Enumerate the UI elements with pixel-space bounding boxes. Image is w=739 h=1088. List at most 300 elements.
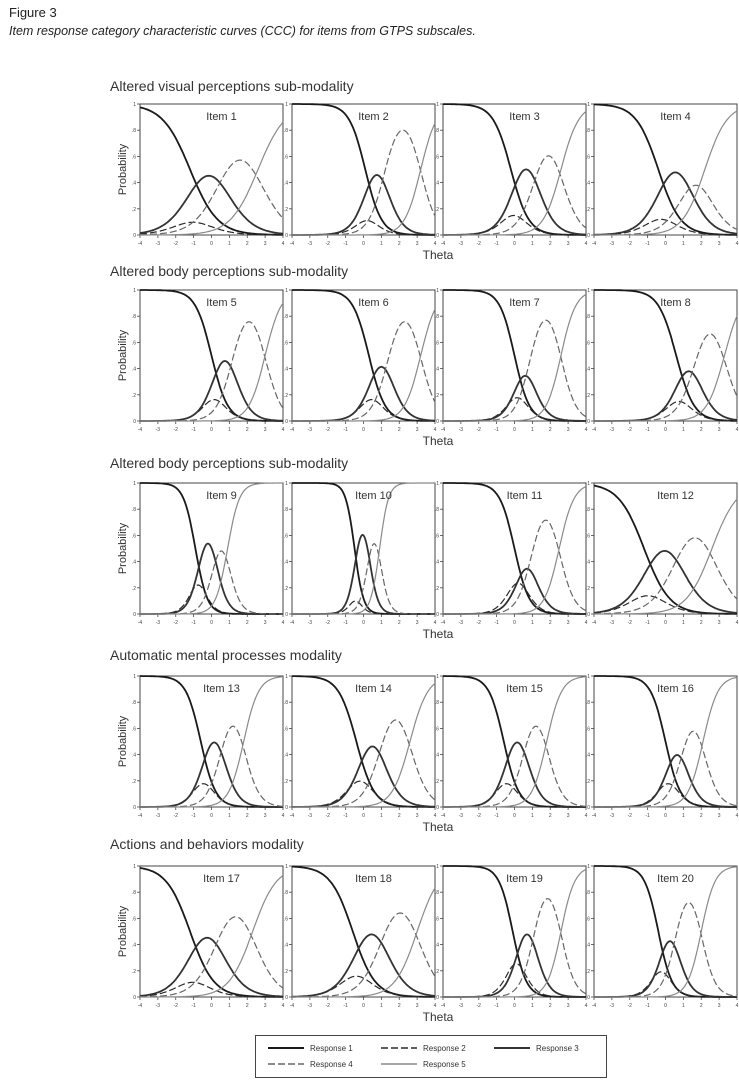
curve-response-2 — [292, 601, 435, 614]
y-tick-label: 0 — [285, 805, 288, 811]
x-tick-label: 0 — [362, 1003, 365, 1009]
x-tick-label: -4 — [137, 241, 143, 247]
y-tick-label: .8 — [131, 700, 136, 707]
x-tick-label: 2 — [548, 813, 552, 819]
y-tick-label: .4 — [131, 942, 136, 949]
x-tick-label: 3 — [717, 241, 721, 247]
curve-response-3 — [594, 755, 737, 807]
x-tick-label: -3 — [155, 427, 161, 433]
y-tick-label: .2 — [283, 585, 288, 592]
curve-response-5 — [292, 684, 435, 808]
x-tick-label: -3 — [307, 813, 313, 819]
x-tick-label: -1 — [494, 1003, 499, 1009]
x-tick-label: 3 — [566, 427, 570, 433]
x-tick-label: 0 — [362, 241, 365, 247]
y-tick-label: .4 — [434, 752, 439, 759]
y-tick-label: 1 — [436, 674, 439, 680]
y-axis-label: Probability — [117, 522, 129, 575]
curve-response-1 — [140, 107, 283, 234]
x-tick-label: 2 — [699, 241, 703, 247]
curve-response-4 — [443, 520, 586, 614]
x-tick-label: -2 — [627, 427, 632, 433]
x-tick-label: 1 — [530, 241, 534, 247]
y-tick-label: .6 — [131, 154, 136, 161]
y-tick-label: .8 — [131, 507, 136, 514]
x-tick-label: 1 — [681, 427, 685, 433]
x-tick-label: 1 — [681, 1003, 685, 1009]
x-tick-label: 1 — [379, 813, 383, 819]
x-tick-label: 1 — [681, 620, 685, 626]
curve-response-4 — [140, 917, 283, 997]
y-tick-label: 1 — [285, 288, 288, 294]
x-tick-label: -1 — [343, 813, 348, 819]
x-tick-label: -2 — [476, 241, 481, 247]
x-tick-label: 0 — [513, 1003, 516, 1009]
panel-item-16 — [586, 674, 739, 819]
x-tick-label: -3 — [307, 620, 313, 626]
curve-response-2 — [443, 398, 586, 421]
y-tick-label: .6 — [283, 340, 288, 347]
y-tick-label: 0 — [587, 419, 590, 425]
y-axis-label: Probability — [117, 329, 129, 382]
x-tick-label: 1 — [227, 1003, 231, 1009]
x-tick-label: 2 — [699, 427, 703, 433]
y-tick-label: 0 — [436, 612, 439, 618]
x-tick-label: 4 — [281, 813, 285, 819]
x-tick-label: -1 — [191, 813, 196, 819]
x-tick-label: 1 — [227, 241, 231, 247]
legend-label-response-2: Response 2 — [423, 1044, 466, 1053]
x-tick-label: 3 — [263, 1003, 267, 1009]
legend-label-response-4: Response 4 — [310, 1060, 353, 1069]
x-tick-label: -4 — [289, 241, 295, 247]
panel-item-20 — [586, 864, 739, 1009]
x-tick-label: -4 — [137, 620, 143, 626]
y-tick-label: .8 — [585, 890, 590, 897]
x-tick-label: 2 — [245, 1003, 249, 1009]
curve-response-4 — [443, 156, 586, 235]
x-tick-label: 2 — [699, 1003, 703, 1009]
panel-item-18 — [281, 864, 437, 1009]
curve-response-4 — [594, 903, 737, 997]
curve-response-5 — [140, 303, 283, 421]
x-tick-label: 4 — [433, 620, 437, 626]
y-tick-label: .4 — [434, 180, 439, 187]
y-axis-label: Probability — [117, 905, 129, 958]
y-tick-label: .4 — [283, 559, 288, 566]
y-tick-label: 0 — [285, 233, 288, 239]
curve-response-3 — [594, 172, 737, 234]
panel-item-8 — [586, 288, 739, 433]
x-tick-label: -3 — [307, 241, 313, 247]
x-tick-label: -2 — [476, 1003, 481, 1009]
panel-item-14 — [281, 674, 437, 819]
x-tick-label: 4 — [735, 1003, 739, 1009]
curve-response-5 — [443, 112, 586, 236]
panel-title: Item 2 — [358, 111, 389, 123]
curve-response-2 — [140, 585, 283, 614]
curve-response-5 — [140, 677, 283, 807]
x-tick-label: 3 — [717, 427, 721, 433]
y-tick-label: .2 — [283, 206, 288, 213]
curve-response-3 — [594, 371, 737, 421]
section-title-5: Actions and behaviors modality — [110, 836, 304, 852]
panel-item-12 — [586, 481, 739, 626]
y-tick-label: 0 — [436, 233, 439, 239]
curve-response-2 — [443, 964, 586, 997]
x-axis-label: Theta — [422, 1010, 454, 1024]
x-tick-label: 4 — [584, 241, 588, 247]
y-tick-label: .8 — [434, 128, 439, 135]
y-tick-label: .6 — [434, 726, 439, 733]
x-tick-label: 1 — [379, 427, 383, 433]
x-tick-label: -3 — [307, 427, 313, 433]
curve-response-3 — [292, 367, 435, 421]
x-tick-label: 0 — [362, 813, 365, 819]
y-axis-label: Probability — [117, 143, 129, 196]
x-tick-label: 1 — [681, 813, 685, 819]
section-title-3: Altered body perceptions sub-modality — [110, 455, 349, 471]
x-tick-label: 1 — [379, 241, 383, 247]
y-tick-label: .8 — [283, 890, 288, 897]
y-tick-label: .2 — [585, 392, 590, 399]
x-tick-label: 0 — [362, 427, 365, 433]
x-tick-label: -4 — [137, 427, 143, 433]
y-tick-label: .6 — [131, 916, 136, 923]
panel-item-3 — [435, 102, 588, 247]
curve-response-1 — [292, 867, 435, 997]
x-tick-label: 1 — [530, 620, 534, 626]
y-tick-label: .6 — [283, 726, 288, 733]
panel-title: Item 14 — [355, 683, 392, 695]
curve-response-5 — [292, 888, 435, 997]
x-tick-label: -1 — [494, 620, 499, 626]
x-tick-label: 4 — [433, 427, 437, 433]
x-tick-label: -2 — [173, 620, 178, 626]
x-tick-label: -2 — [173, 241, 178, 247]
y-tick-label: .8 — [434, 314, 439, 321]
y-tick-label: 0 — [285, 419, 288, 425]
curve-response-1 — [140, 290, 283, 421]
x-tick-label: -1 — [343, 427, 348, 433]
y-tick-label: .8 — [434, 890, 439, 897]
x-tick-label: 0 — [664, 427, 667, 433]
section-title-2: Altered body perceptions sub-modality — [110, 263, 349, 279]
y-tick-label: 1 — [285, 864, 288, 870]
y-tick-label: .8 — [585, 128, 590, 135]
x-axis-label: Theta — [422, 434, 454, 448]
curve-response-3 — [292, 535, 435, 614]
panel-item-11 — [435, 481, 588, 626]
panel-frame — [140, 104, 283, 235]
y-tick-label: .2 — [434, 778, 439, 785]
y-tick-label: .4 — [434, 942, 439, 949]
panel-item-6 — [281, 288, 437, 433]
curve-response-1 — [140, 676, 283, 807]
y-tick-label: 0 — [133, 805, 136, 811]
x-tick-label: 0 — [513, 620, 516, 626]
curve-response-4 — [140, 726, 283, 807]
section-title-4: Automatic mental processes modality — [110, 647, 342, 663]
y-tick-label: 0 — [587, 805, 590, 811]
panel-item-4 — [586, 102, 739, 247]
x-tick-label: 1 — [379, 620, 383, 626]
x-tick-label: 0 — [664, 1003, 667, 1009]
x-tick-label: 0 — [362, 620, 365, 626]
x-tick-label: -4 — [591, 813, 597, 819]
x-tick-label: 2 — [245, 427, 249, 433]
y-tick-label: 1 — [285, 102, 288, 108]
x-tick-label: 4 — [584, 427, 588, 433]
y-tick-label: .6 — [131, 340, 136, 347]
x-tick-label: 4 — [735, 241, 739, 247]
x-tick-label: 3 — [566, 620, 570, 626]
y-tick-label: 1 — [587, 102, 590, 108]
x-tick-label: 0 — [513, 813, 516, 819]
y-tick-label: .2 — [434, 206, 439, 213]
panel-frame — [292, 676, 435, 807]
x-tick-label: -2 — [173, 427, 178, 433]
x-tick-label: -1 — [645, 813, 650, 819]
panel-title: Item 10 — [355, 490, 392, 502]
x-tick-label: -2 — [627, 1003, 632, 1009]
y-tick-label: .2 — [131, 392, 136, 399]
y-tick-label: .6 — [585, 533, 590, 540]
y-tick-label: .2 — [585, 206, 590, 213]
x-tick-label: 4 — [735, 620, 739, 626]
y-tick-label: 1 — [133, 674, 136, 680]
x-tick-label: 4 — [281, 1003, 285, 1009]
legend-label-response-3: Response 3 — [536, 1044, 579, 1053]
x-tick-label: 1 — [530, 427, 534, 433]
y-tick-label: 0 — [133, 612, 136, 618]
x-tick-label: -4 — [440, 1003, 446, 1009]
x-tick-label: 0 — [513, 241, 516, 247]
y-tick-label: .8 — [585, 314, 590, 321]
x-tick-label: -1 — [343, 241, 348, 247]
x-tick-label: 4 — [584, 620, 588, 626]
y-tick-label: .6 — [434, 916, 439, 923]
x-tick-label: 2 — [397, 813, 401, 819]
y-tick-label: 0 — [285, 995, 288, 1001]
x-tick-label: 2 — [699, 813, 703, 819]
x-tick-label: 3 — [566, 1003, 570, 1009]
curve-response-3 — [443, 376, 586, 421]
x-tick-label: 1 — [681, 241, 685, 247]
x-tick-label: -3 — [458, 1003, 464, 1009]
y-tick-label: .6 — [283, 533, 288, 540]
curve-response-1 — [594, 866, 737, 997]
panel-frame — [594, 290, 737, 421]
x-tick-label: -3 — [458, 241, 464, 247]
y-tick-label: .4 — [585, 752, 590, 759]
x-axis-label: Theta — [422, 627, 454, 641]
x-tick-label: -4 — [591, 1003, 597, 1009]
x-tick-label: -3 — [609, 813, 615, 819]
x-tick-label: -4 — [440, 427, 446, 433]
x-tick-label: 0 — [513, 427, 516, 433]
panel-frame — [292, 290, 435, 421]
x-tick-label: -1 — [645, 1003, 650, 1009]
x-tick-label: -4 — [591, 620, 597, 626]
x-tick-label: -3 — [458, 813, 464, 819]
curve-response-1 — [292, 483, 435, 614]
x-tick-label: -1 — [645, 427, 650, 433]
x-tick-label: 0 — [210, 241, 213, 247]
x-tick-label: 3 — [415, 813, 419, 819]
y-tick-label: 1 — [285, 674, 288, 680]
y-tick-label: .4 — [585, 559, 590, 566]
y-tick-label: .4 — [434, 366, 439, 373]
panel-item-13 — [132, 674, 285, 819]
y-tick-label: .2 — [283, 392, 288, 399]
x-tick-label: -1 — [494, 813, 499, 819]
x-tick-label: 3 — [717, 813, 721, 819]
x-tick-label: 4 — [584, 1003, 588, 1009]
x-tick-label: 2 — [548, 620, 552, 626]
x-tick-label: -4 — [440, 241, 446, 247]
curve-response-1 — [443, 290, 586, 421]
x-tick-label: 3 — [263, 427, 267, 433]
x-tick-label: 3 — [566, 813, 570, 819]
x-tick-label: -4 — [137, 813, 143, 819]
x-tick-label: 1 — [530, 813, 534, 819]
y-tick-label: .2 — [434, 392, 439, 399]
x-tick-label: 1 — [227, 813, 231, 819]
y-tick-label: .4 — [585, 180, 590, 187]
x-tick-label: 3 — [415, 241, 419, 247]
panel-title: Item 6 — [358, 297, 389, 309]
y-tick-label: .6 — [585, 916, 590, 923]
curve-response-3 — [594, 941, 737, 997]
y-tick-label: 0 — [587, 995, 590, 1001]
x-tick-label: 1 — [530, 1003, 534, 1009]
panel-frame — [443, 676, 586, 807]
x-tick-label: 0 — [664, 813, 667, 819]
y-tick-label: 0 — [436, 805, 439, 811]
x-tick-label: -2 — [173, 813, 178, 819]
y-tick-label: 1 — [133, 288, 136, 294]
panel-title: Item 16 — [657, 683, 694, 695]
curve-response-5 — [443, 677, 586, 807]
y-tick-label: .6 — [283, 154, 288, 161]
x-tick-label: -2 — [325, 813, 330, 819]
x-tick-label: 3 — [263, 813, 267, 819]
y-tick-label: .6 — [585, 340, 590, 347]
x-tick-label: 0 — [210, 620, 213, 626]
y-tick-label: 1 — [587, 288, 590, 294]
x-tick-label: -3 — [609, 241, 615, 247]
panel-item-2 — [281, 102, 437, 247]
x-tick-label: 2 — [245, 241, 249, 247]
y-tick-label: .2 — [585, 585, 590, 592]
curve-response-1 — [443, 676, 586, 807]
x-tick-label: -3 — [155, 241, 161, 247]
panel-title: Item 17 — [203, 873, 240, 885]
y-tick-label: .6 — [585, 726, 590, 733]
x-tick-label: -2 — [627, 813, 632, 819]
y-tick-label: .2 — [585, 968, 590, 975]
chart-legend — [255, 1035, 607, 1078]
panel-title: Item 4 — [660, 111, 691, 123]
x-tick-label: 2 — [397, 241, 401, 247]
x-tick-label: 3 — [415, 1003, 419, 1009]
y-tick-label: .8 — [434, 507, 439, 514]
x-tick-label: 2 — [548, 1003, 552, 1009]
y-tick-label: .2 — [131, 206, 136, 213]
panel-title: Item 7 — [509, 297, 540, 309]
y-tick-label: 0 — [587, 233, 590, 239]
x-tick-label: -4 — [289, 427, 295, 433]
y-tick-label: .2 — [131, 778, 136, 785]
y-tick-label: .6 — [283, 916, 288, 923]
y-tick-label: .8 — [585, 507, 590, 514]
curve-response-5 — [140, 122, 283, 235]
x-tick-label: 4 — [433, 1003, 437, 1009]
x-tick-label: 2 — [548, 427, 552, 433]
x-tick-label: 4 — [281, 427, 285, 433]
y-tick-label: 1 — [133, 102, 136, 108]
curve-response-5 — [594, 111, 737, 235]
x-tick-label: -1 — [645, 241, 650, 247]
curve-response-1 — [292, 676, 435, 807]
x-tick-label: -2 — [627, 620, 632, 626]
curve-response-4 — [443, 726, 586, 807]
x-tick-label: 2 — [397, 427, 401, 433]
x-tick-label: -3 — [458, 427, 464, 433]
panel-item-19 — [435, 864, 588, 1009]
x-axis-label: Theta — [422, 248, 454, 262]
y-tick-label: .4 — [585, 942, 590, 949]
y-tick-label: 0 — [133, 419, 136, 425]
y-tick-label: .6 — [131, 726, 136, 733]
y-tick-label: 0 — [587, 612, 590, 618]
y-tick-label: .8 — [283, 507, 288, 514]
x-tick-label: 4 — [433, 813, 437, 819]
x-tick-label: 4 — [735, 427, 739, 433]
panel-item-5 — [132, 288, 285, 433]
x-tick-label: 3 — [263, 241, 267, 247]
y-tick-label: .4 — [131, 752, 136, 759]
curve-response-1 — [594, 104, 737, 235]
x-tick-label: -2 — [476, 813, 481, 819]
y-tick-label: 1 — [587, 864, 590, 870]
curve-response-5 — [594, 867, 737, 997]
y-tick-label: .6 — [434, 340, 439, 347]
y-tick-label: .8 — [131, 890, 136, 897]
x-tick-label: -4 — [591, 427, 597, 433]
x-tick-label: 3 — [717, 620, 721, 626]
y-tick-label: 1 — [436, 864, 439, 870]
x-tick-label: 4 — [433, 241, 437, 247]
x-tick-label: 4 — [584, 813, 588, 819]
y-tick-label: .4 — [585, 366, 590, 373]
x-tick-label: -3 — [155, 1003, 161, 1009]
x-tick-label: -4 — [440, 813, 446, 819]
panel-title: Item 13 — [203, 683, 240, 695]
y-tick-label: 0 — [285, 612, 288, 618]
x-tick-label: -3 — [609, 427, 615, 433]
x-tick-label: 1 — [227, 620, 231, 626]
x-tick-label: -1 — [343, 1003, 348, 1009]
section-title-1: Altered visual perceptions sub-modality — [110, 78, 354, 94]
y-tick-label: .6 — [131, 533, 136, 540]
x-tick-label: 3 — [717, 1003, 721, 1009]
x-tick-label: 1 — [227, 427, 231, 433]
y-tick-label: .4 — [131, 180, 136, 187]
x-tick-label: -3 — [307, 1003, 313, 1009]
y-tick-label: .6 — [434, 533, 439, 540]
